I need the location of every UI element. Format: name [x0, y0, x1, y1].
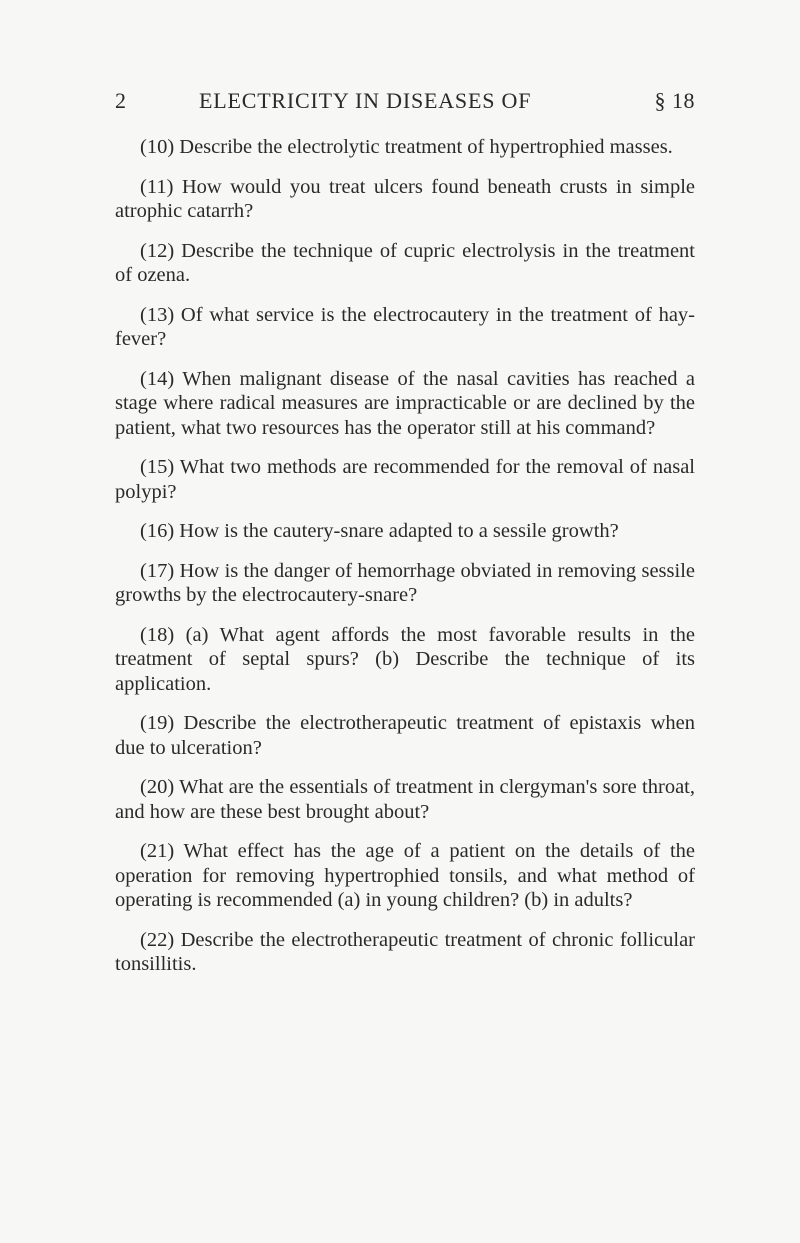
running-title: ELECTRICITY IN DISEASES OF [199, 88, 532, 113]
question-14: (14) When malignant disease of the nasal cavities has reached a stage where radical measures are impracticable or are declined by the patient, what two resources has the operator still at his command? [115, 367, 695, 439]
question-11: (11) How would you treat ulcers found beneath crusts in simple atrophic catarrh? [115, 175, 695, 222]
question-19: (19) Describe the electrotherapeutic treatment of epistaxis when due to ulceration? [115, 712, 695, 759]
question-12: (12) Describe the technique of cupric electrolysis in the treatment of ozena. [115, 239, 695, 286]
question-22: (22) Describe the electrotherapeutic treatment of chronic follicular tonsillitis. [115, 928, 695, 975]
question-20: (20) What are the essentials of treatment in clergyman's sore throat, and how are these best brought about? [115, 776, 695, 823]
section-number: § 18 [654, 88, 695, 113]
question-16: (16) How is the cautery-snare adapted to a sessile growth? [140, 520, 619, 542]
question-18: (18) (a) What agent affords the most favorable results in the treatment of septal spurs? (b) Describe the technique of its application. [115, 623, 695, 695]
question-13: (13) Of what service is the electrocautery in the treatment of hay-fever? [115, 303, 695, 350]
question-15: (15) What two methods are recommended for the removal of nasal polypi? [115, 456, 695, 503]
question-list [115, 135, 695, 992]
running-header [115, 88, 695, 122]
question-21: (21) What effect has the age of a patient on the details of the operation for removing hypertrophied tonsils, and what method of operating is recommended (a) in young children? (b) in adults? [115, 840, 695, 911]
question-10: (10) Describe the electrolytic treatment of hypertrophied masses. [140, 136, 673, 158]
question-17: (17) How is the danger of hemorrhage obviated in removing sessile growths by the electrocautery-snare? [115, 559, 695, 606]
page-number: 2 [115, 88, 127, 113]
